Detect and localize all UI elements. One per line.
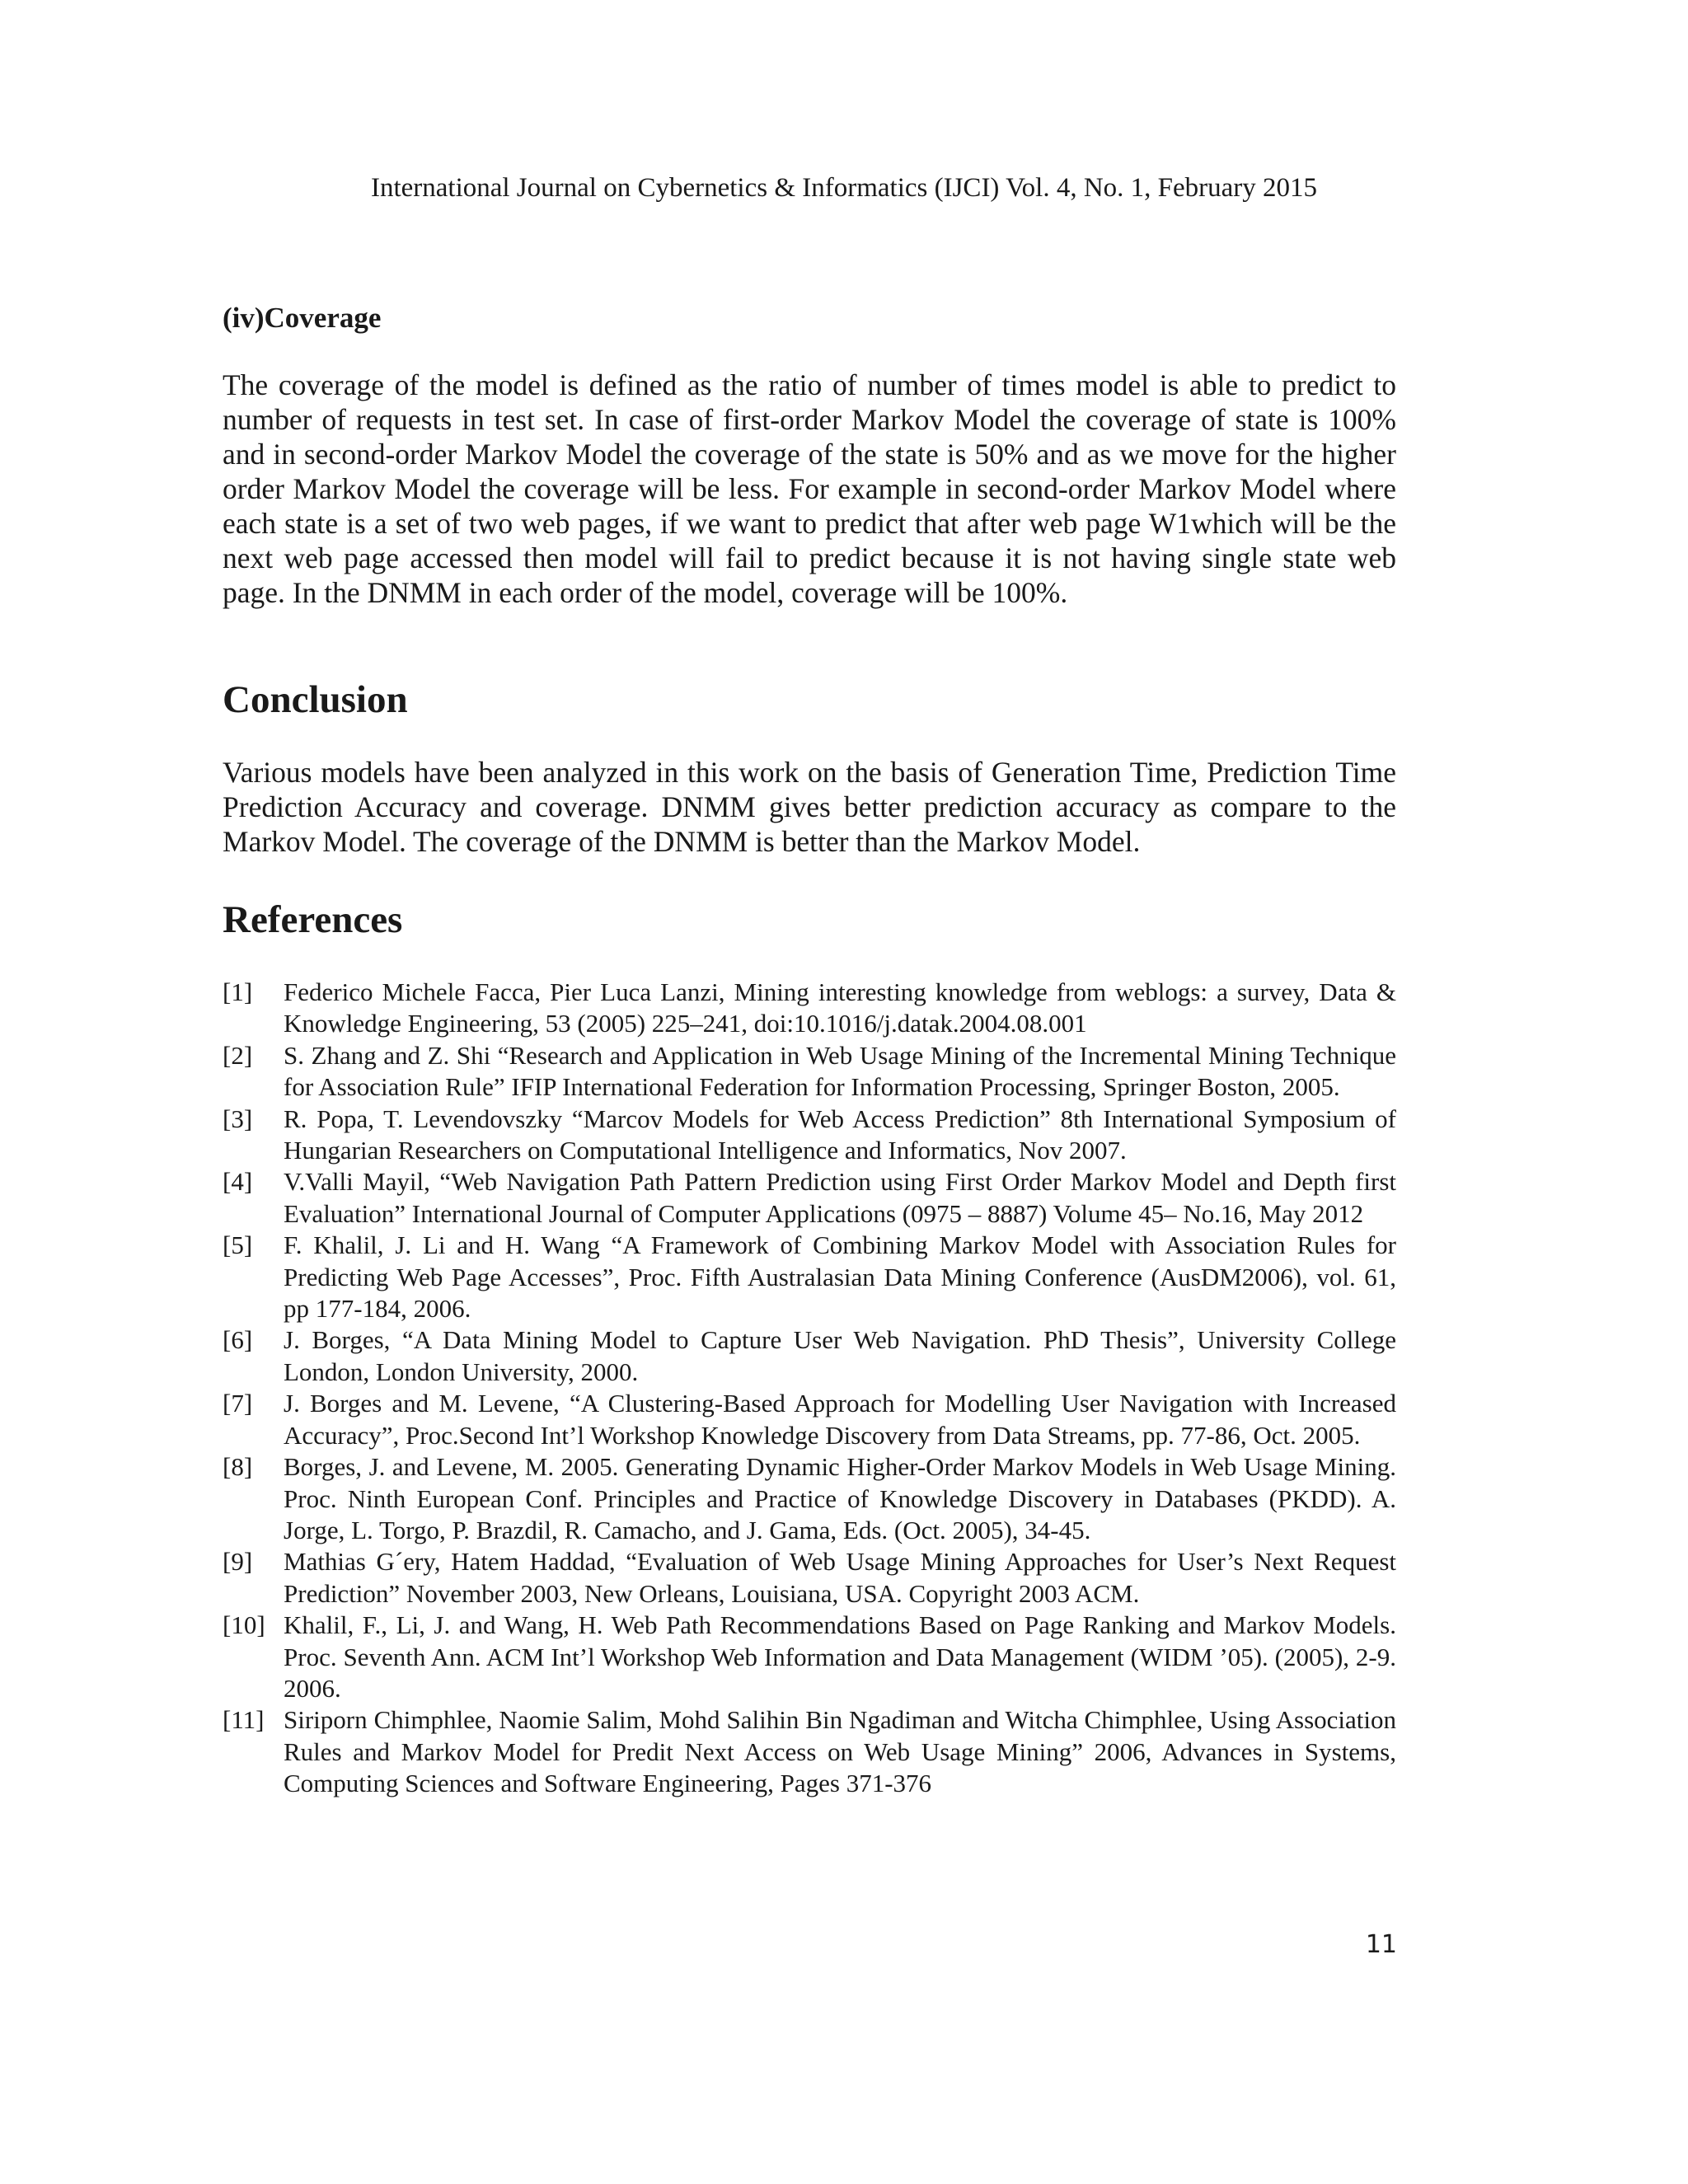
references-list <box>223 977 1396 1800</box>
reference-number: [7] <box>223 1389 253 1418</box>
reference-text: R. Popa, T. Levendovszky “Marcov Models for Web Access Prediction” 8th International Symposium of Hungarian Researchers on Computational Intelligence and Informatics, Nov 2007. <box>284 1104 1396 1165</box>
running-header: International Journal on Cybernetics & Informatics (IJCI) Vol. 4, No. 1, February 2015 <box>370 173 1318 203</box>
reference-number: [1] <box>223 977 253 1006</box>
reference-number: [9] <box>223 1547 253 1577</box>
reference-item <box>223 1040 1396 1104</box>
page-content <box>223 300 1396 1800</box>
reference-text: S. Zhang and Z. Shi “Research and Application in Web Usage Mining of the Incremental Mining Technique for Association Rule” IFIP International Federation for Information Processing, Springer Boston, 2005. <box>284 1040 1396 1102</box>
reference-item <box>223 1324 1396 1388</box>
reference-item <box>223 1546 1396 1610</box>
coverage-heading: (iv)Coverage <box>223 302 382 334</box>
reference-number: [6] <box>223 1325 253 1355</box>
reference-text: Khalil, F., Li, J. and Wang, H. Web Path Recommendations Based on Page Ranking and Markov Models. Proc. Seventh Ann. ACM Int’l Workshop Web Information and Data Management (WIDM ’05). (2005), 2-9. 2006. <box>284 1610 1396 1703</box>
reference-number: [8] <box>223 1452 253 1482</box>
reference-number: [11] <box>223 1705 265 1735</box>
reference-item <box>223 1230 1396 1324</box>
reference-text: F. Khalil, J. Li and H. Wang “A Framework of Combining Markov Model with Association Rules for Predicting Web Page Accesses”, Proc. Fifth Australasian Data Mining Conference (AusDM2006), vol. 61, pp 177-184, 2006. <box>284 1230 1396 1324</box>
reference-text: J. Borges, “A Data Mining Model to Capture User Web Navigation. PhD Thesis”, University College London, London University, 2000. <box>284 1325 1396 1386</box>
reference-item <box>223 1610 1396 1704</box>
reference-text: V.Valli Mayil, “Web Navigation Path Pattern Prediction using First Order Markov Model and Depth first Evaluation” International Journal of Computer Applications (0975 – 8887) Volume 45– No.16, May 2012 <box>284 1167 1396 1228</box>
reference-number: [10] <box>223 1610 265 1640</box>
reference-number: [3] <box>223 1104 253 1133</box>
reference-text: Siriporn Chimphlee, Naomie Salim, Mohd Salihin Bin Ngadiman and Witcha Chimphlee, Using Association Rules and Markov Model for Predit Next Access on Web Usage Mining” 2006, Advances in Systems, Computing Sciences and Software Engineering, Pages 371-376 <box>284 1705 1396 1798</box>
reference-item <box>223 977 1396 1040</box>
reference-number: [2] <box>223 1040 253 1070</box>
page-number: 11 <box>1365 1930 1397 1959</box>
reference-item <box>223 1704 1396 1799</box>
reference-item <box>223 1104 1396 1167</box>
reference-text: Mathias G´ery, Hatem Haddad, “Evaluation of Web Usage Mining Approaches for User’s Next Request Prediction” November 2003, New Orleans, Louisiana, USA. Copyright 2003 ACM. <box>284 1547 1396 1608</box>
reference-item <box>223 1451 1396 1546</box>
reference-item <box>223 1166 1396 1230</box>
reference-text: J. Borges and M. Levene, “A Clustering-Based Approach for Modelling User Navigation with Increased Accuracy”, Proc.Second Int’l Workshop Knowledge Discovery from Data Streams, pp. 77-86, Oct. 2005. <box>284 1389 1396 1450</box>
reference-item <box>223 1388 1396 1451</box>
reference-number: [4] <box>223 1167 253 1197</box>
conclusion-paragraph: Various models have been analyzed in this work on the basis of Generation Time, Prediction Time Prediction Accuracy and coverage. DNMM gives better prediction accuracy as compare to the Markov Model. The coverage of the DNMM is better than the Markov Model. <box>223 756 1396 858</box>
reference-text: Borges, J. and Levene, M. 2005. Generating Dynamic Higher-Order Markov Models in Web Usage Mining. Proc. Ninth European Conf. Principles and Practice of Knowledge Discovery in Databases (PKDD). A. Jorge, L. Torgo, P. Brazdil, R. Camacho, and J. Gama, Eds. (Oct. 2005), 34-45. <box>284 1452 1396 1544</box>
coverage-paragraph: The coverage of the model is defined as the ratio of number of times model is able to predict to number of requests in test set. In case of first-order Markov Model the coverage of state is 100% and in second-order Markov Model the coverage of the state is 50% and as we move for the higher order Markov Model the coverage will be less. For example in second-order Markov Model where each state is a set of two web pages, if we want to predict that after web page W1which will be the next web page accessed then model will fail to predict because it is not having single state web page. In the DNMM in each order of the model, coverage will be 100%. <box>223 368 1396 609</box>
conclusion-heading: Conclusion <box>223 678 408 721</box>
reference-number: [5] <box>223 1230 253 1260</box>
reference-text: Federico Michele Facca, Pier Luca Lanzi, Mining interesting knowledge from weblogs: a survey, Data & Knowledge Engineering, 53 (2005) 225–241, doi:10.1016/j.datak.2004.08.001 <box>284 977 1396 1038</box>
references-heading: References <box>223 898 403 941</box>
